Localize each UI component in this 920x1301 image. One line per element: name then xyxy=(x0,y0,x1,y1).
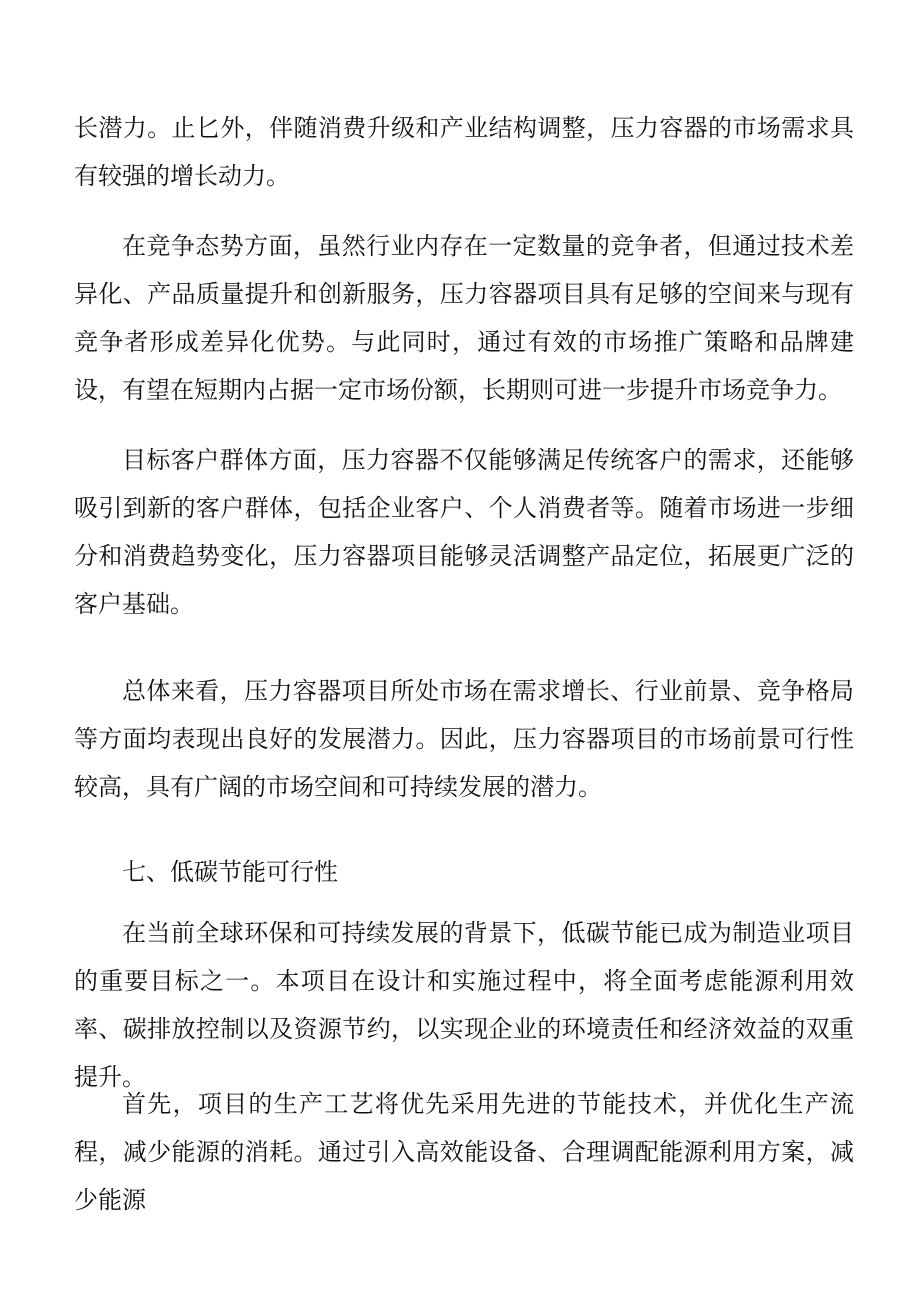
paragraph-production-process: 首先，项目的生产工艺将优先采用先进的节能技术，并优化生产流程，减少能源的消耗。通过引入高效能设备、合理调配能源利用方案，减少能源 xyxy=(74,1090,854,1214)
paragraph-low-carbon-intro: 在当前全球环保和可持续发展的背景下，低碳节能已成为制造业项目的重要目标之一。本项目在设计和实施过程中，将全面考虑能源利用效率、碳排放控制以及资源节约，以实现企业的环境责任和经济效益的双重提升。 xyxy=(74,919,854,1091)
paragraph-summary: 总体来看，压力容器项目所处市场在需求增长、行业前景、竞争格局等方面均表现出良好的发展潜力。因此，压力容器项目的市场前景可行性较高，具有广阔的市场空间和可持续发展的潜力。 xyxy=(74,677,854,801)
paragraph-market-demand-continuation: 长潜力。止匕外，伴随消费升级和产业结构调整，压力容器的市场需求具有较强的增长动力。 xyxy=(74,114,854,190)
paragraph-target-customers: 目标客户群体方面，压力容器不仅能够满足传统客户的需求，还能够吸引到新的客户群体，包括企业客户、个人消费者等。随着市场进一步细分和消费趋势变化，压力容器项目能够灵活调整产品定位，拓展更广泛的客户基础。 xyxy=(74,446,854,618)
section-heading-low-carbon: 七、低碳节能可行性 xyxy=(122,858,338,886)
paragraph-competition: 在竞争态势方面，虽然行业内存在一定数量的竞争者，但通过技术差异化、产品质量提升和创新服务，压力容器项目具有足够的空间来与现有竞争者形成差异化优势。与此同时，通过有效的市场推广策略和品牌建设，有望在短期内占据一定市场份额，长期则可进一步提升市场竞争力。 xyxy=(74,232,854,404)
